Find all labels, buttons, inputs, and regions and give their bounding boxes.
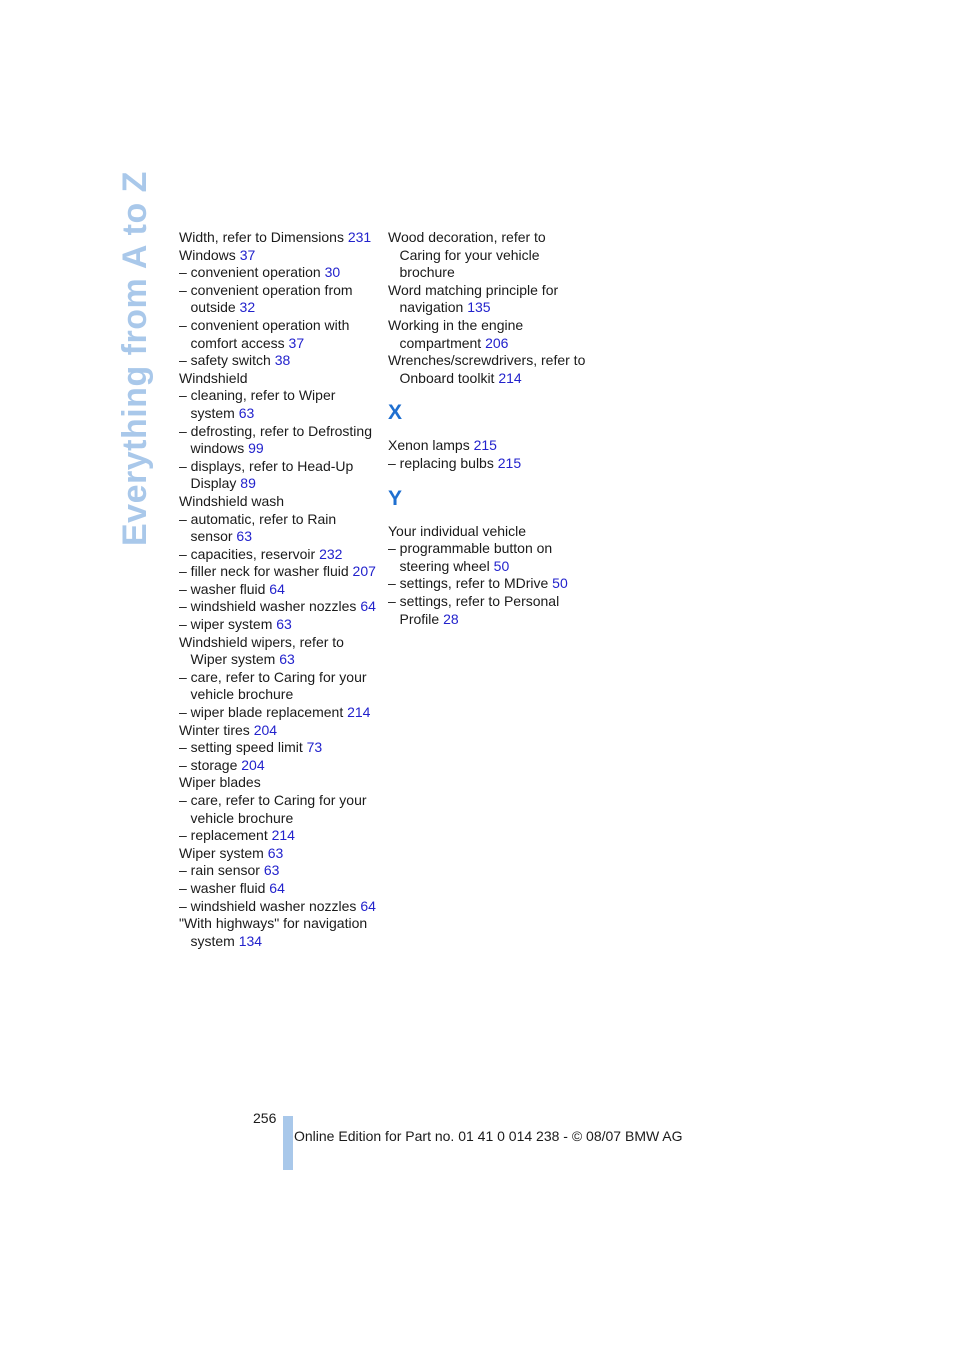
index-column-left	[179, 229, 379, 950]
index-entry	[388, 455, 588, 473]
index-term: – replacement	[179, 827, 268, 844]
page-link[interactable]: 89	[240, 475, 256, 492]
index-term: Windows	[179, 246, 236, 263]
page-link[interactable]: 63	[263, 862, 280, 879]
index-entry	[388, 437, 588, 455]
index-term: – settings, refer to MDrive	[388, 575, 549, 592]
index-entry	[179, 616, 379, 634]
index-entry	[179, 722, 379, 740]
page-link[interactable]: 50	[552, 575, 568, 592]
section-heading-y: Y	[388, 486, 403, 510]
page-link[interactable]: 37	[288, 334, 305, 351]
index-term: – displays, refer to Head-Up Display	[179, 457, 354, 492]
page-link[interactable]: 214	[498, 369, 522, 386]
page-link[interactable]: 38	[274, 352, 291, 369]
page-link[interactable]: 37	[239, 246, 256, 263]
index-term: "With highways" for navigation system	[179, 915, 368, 949]
page-link[interactable]: 99	[248, 440, 264, 457]
index-term: Wrenches/screwdrivers, refer to Onboard toolkit	[388, 352, 586, 386]
index-entry	[179, 581, 379, 599]
page-link[interactable]: 214	[271, 827, 295, 844]
index-term: Your individual vehicle	[388, 522, 527, 539]
index-entry	[179, 845, 379, 863]
index-term: – setting speed limit	[179, 739, 303, 756]
page-link[interactable]: 231	[347, 229, 372, 245]
index-entry	[179, 229, 379, 247]
page-link[interactable]: 63	[267, 844, 284, 861]
index-entry	[179, 862, 379, 880]
index-group-w	[388, 229, 588, 387]
index-entry	[388, 317, 588, 352]
index-entry	[179, 598, 379, 616]
index-term: – settings, refer to Personal Profile	[388, 592, 560, 627]
page-link[interactable]: 215	[497, 454, 522, 471]
page-link[interactable]: 207	[352, 563, 376, 580]
index-term: – windshield washer nozzles	[179, 598, 357, 615]
page-link[interactable]: 64	[269, 580, 285, 597]
page-link[interactable]: 64	[360, 897, 376, 914]
page-link[interactable]: 63	[279, 651, 295, 668]
index-term: Wiper blades	[179, 774, 261, 791]
index-term: – care, refer to Caring for your vehicle brochure	[179, 792, 367, 826]
index-term: Winter tires	[179, 721, 250, 738]
footer-accent-bar	[283, 1116, 293, 1170]
index-term: – cleaning, refer to Wiper system	[179, 387, 336, 421]
index-entry	[179, 247, 379, 265]
page-link[interactable]: 28	[443, 610, 459, 627]
page-link[interactable]: 232	[319, 545, 343, 562]
index-entry	[388, 540, 588, 575]
page-link[interactable]: 64	[269, 879, 285, 896]
index-entry	[388, 229, 588, 282]
page-link[interactable]: 32	[239, 299, 256, 316]
index-entry	[179, 458, 379, 493]
index-term: Xenon lamps	[388, 437, 470, 454]
index-term: – washer fluid	[179, 879, 266, 896]
index-entry	[179, 352, 379, 370]
index-term: – rain sensor	[179, 862, 260, 879]
index-term: Wiper system	[179, 844, 264, 861]
index-term: – filler neck for washer fluid	[179, 563, 349, 580]
index-term: – capacities, reservoir	[179, 545, 316, 562]
index-term: Wood decoration, refer to Caring for your vehicle brochure	[388, 229, 546, 281]
page-link[interactable]: 30	[324, 264, 341, 281]
index-entry	[179, 827, 379, 845]
index-term: – wiper blade replacement	[179, 704, 344, 721]
index-entry	[179, 511, 379, 546]
index-entry	[179, 282, 379, 317]
index-column-right	[388, 229, 588, 628]
index-entry	[388, 352, 588, 387]
index-entry	[388, 523, 588, 541]
index-entry	[179, 880, 379, 898]
index-term: – convenient operation from outside	[179, 281, 353, 316]
page-link[interactable]: 134	[238, 932, 263, 949]
index-entry	[388, 282, 588, 317]
page-link[interactable]: 73	[306, 739, 323, 756]
index-term: Windshield wipers, refer to Wiper system	[179, 633, 344, 668]
index-term: – programmable button on steering wheel	[388, 540, 553, 574]
index-entry	[179, 915, 379, 950]
index-group-x	[388, 437, 588, 472]
index-term: Windshield wash	[179, 492, 285, 509]
index-entry	[179, 634, 379, 669]
index-term: – safety switch	[179, 352, 271, 369]
index-term: – washer fluid	[179, 580, 266, 597]
index-entry	[179, 563, 379, 581]
page-link[interactable]: 63	[276, 616, 292, 633]
index-entry	[179, 387, 379, 422]
page-link[interactable]: 64	[360, 598, 376, 615]
index-entry	[179, 546, 379, 564]
page-link[interactable]: 214	[347, 704, 371, 721]
index-entry	[179, 898, 379, 916]
index-term: – care, refer to Caring for your vehicle brochure	[179, 668, 367, 703]
index-entry	[179, 423, 379, 458]
section-heading-x: X	[388, 401, 403, 425]
index-entry	[179, 792, 379, 827]
page-link[interactable]: 63	[236, 528, 252, 545]
index-entry	[179, 370, 379, 388]
page-link[interactable]: 204	[253, 721, 278, 738]
index-entry	[388, 575, 588, 593]
index-term: – storage	[179, 756, 238, 773]
index-term: Word matching principle for navigation	[388, 281, 559, 316]
footer-text: Online Edition for Part no. 01 41 0 014 238 - © 08/07 BMW AG	[294, 1128, 683, 1144]
index-term: – defrosting, refer to Defrosting windows	[179, 422, 372, 457]
side-title: Everything from A to Z	[116, 171, 154, 546]
index-term: Windshield	[179, 369, 248, 386]
page-link[interactable]: 135	[467, 299, 491, 316]
page-link[interactable]: 63	[238, 404, 255, 421]
index-entry	[179, 317, 379, 352]
index-entry	[179, 757, 379, 775]
page-number: 256	[253, 1110, 277, 1126]
page-link[interactable]: 204	[241, 756, 265, 773]
index-term: Width, refer to Dimensions	[179, 229, 344, 245]
index-term: – automatic, refer to Rain sensor	[179, 510, 337, 545]
index-entry	[179, 739, 379, 757]
index-entry	[179, 493, 379, 511]
index-term: – convenient operation	[179, 264, 321, 281]
index-entry	[179, 264, 379, 282]
index-entry	[388, 593, 588, 628]
index-term: – wiper system	[179, 616, 273, 633]
index-group-y	[388, 523, 588, 629]
index-entry	[179, 704, 379, 722]
page-link[interactable]: 50	[493, 557, 510, 574]
index-entry	[179, 774, 379, 792]
index-term: – windshield washer nozzles	[179, 897, 357, 914]
page-link[interactable]: 206	[485, 334, 509, 351]
page-link[interactable]: 215	[473, 437, 497, 454]
index-term: – replacing bulbs	[388, 454, 494, 471]
index-term: Working in the engine compartment	[388, 316, 524, 351]
index-term: – convenient operation with comfort access	[179, 316, 350, 351]
index-entry	[179, 669, 379, 704]
